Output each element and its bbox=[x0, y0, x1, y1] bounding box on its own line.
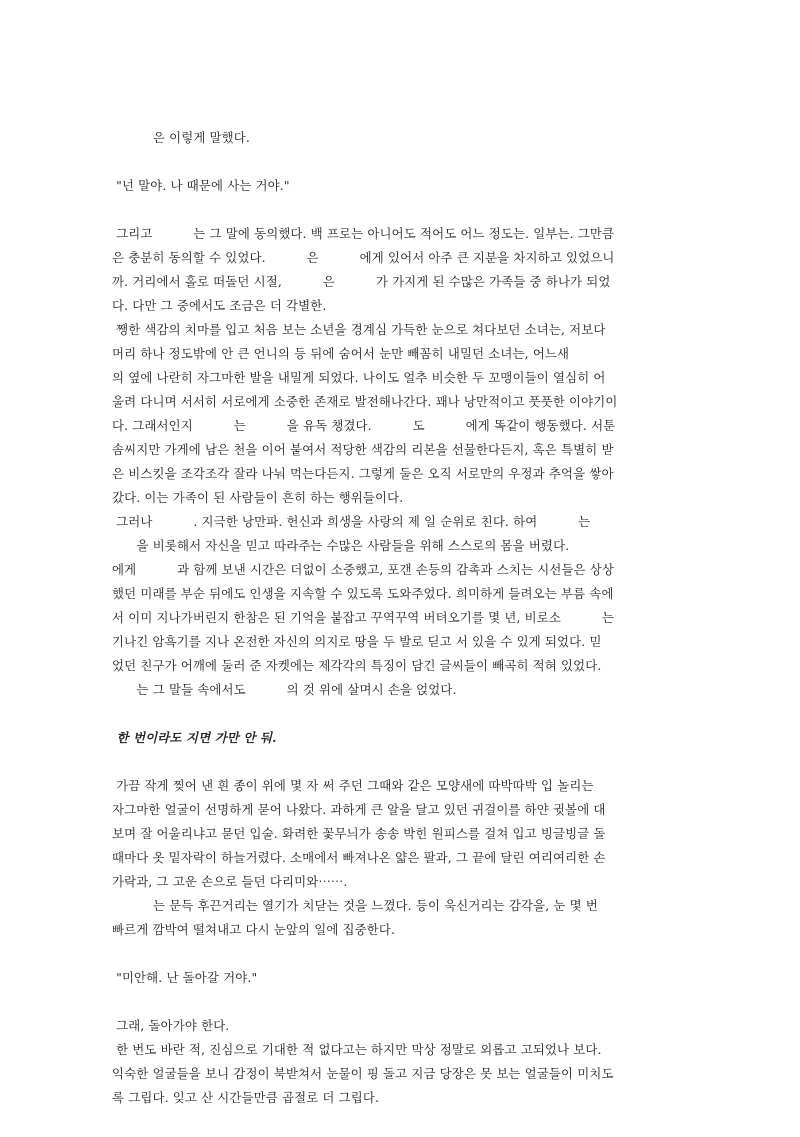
paragraph bbox=[112, 222, 690, 702]
text-line: 었던 친구가 어깨에 둘러 준 자켓에는 제각각의 특징이 담긴 글씨들이 빼곡히 적혀 있었다. bbox=[112, 658, 602, 673]
paragraph-gap bbox=[112, 150, 690, 174]
text-line: 익숙한 얼굴들을 보니 감정이 북받쳐서 눈물이 핑 돌고 지금 당장은 못 보는 얼굴들이 미치도 bbox=[112, 1066, 614, 1081]
text-line: 의 옆에 나란히 자그마한 발을 내밀게 되었다. 나이도 얼추 비슷한 두 꼬맹이들이 열심히 어 bbox=[112, 370, 606, 385]
text-line: "넌 말야. 나 때문에 사는 거야." bbox=[112, 178, 290, 193]
text-line: 솜씨지만 가게에 남은 천을 이어 붙여서 적당한 색감의 리본을 선물한다든지, 혹은 특별히 받 bbox=[112, 442, 614, 457]
text-line: 갔다. 이는 가족이 된 사람들이 흔히 하는 행위들이다. bbox=[112, 490, 404, 505]
emphasized-quote bbox=[112, 726, 690, 750]
text-line: 그래, 돌아가야 한다. bbox=[112, 1018, 230, 1033]
paragraph-gap bbox=[112, 942, 690, 966]
text-line: 빠르게 깜박여 떨쳐내고 다시 눈앞의 일에 집중한다. bbox=[112, 922, 396, 937]
text-line: 한 번이라도 지면 가만 안 둬. bbox=[112, 730, 277, 745]
paragraph-gap bbox=[112, 198, 690, 222]
text-line: 다. 그래서인지 는 을 유독 챙겼다. 도 에게 똑같이 행동했다. 서툰 bbox=[112, 418, 616, 433]
text-line: 에게 과 함께 보낸 시간은 더없이 소중했고, 포갠 손등의 감촉과 스치는 시선들은 상상 bbox=[112, 562, 615, 577]
text-line: "미안해. 난 돌아갈 거야." bbox=[112, 970, 258, 985]
paragraph bbox=[112, 1014, 690, 1110]
text-line: 한 번도 바란 적, 진심으로 기대한 적 없다고는 하지만 막상 정말로 외롭고 고되었나 보다. bbox=[112, 1042, 602, 1057]
text-line: 가락과, 그 고운 손으로 들던 다리미와⋯⋯. bbox=[112, 874, 348, 889]
paragraph-gap bbox=[112, 990, 690, 1014]
paragraph-gap bbox=[112, 702, 690, 726]
text-line: 가끔 작게 찢어 낸 흰 종이 위에 몇 자 써 주던 그때와 같은 모양새에 따박따박 입 놀리는 bbox=[112, 778, 594, 793]
text-line: 기나긴 암흑기를 지나 온전한 자신의 의지로 땅을 두 발로 딛고 서 있을 수 있게 되었다. 믿 bbox=[112, 634, 602, 649]
text-line: 다. 다만 그 중에서도 조금은 더 각별한. bbox=[112, 298, 327, 313]
text-line: 록 그립다. 잊고 산 시간들만큼 곱절로 더 그립다. bbox=[112, 1090, 380, 1105]
text-line: 는 그 말들 속에서도 의 것 위에 살며시 손을 얹었다. bbox=[112, 682, 457, 697]
text-line: 는 문득 후끈거리는 열기가 치닫는 것을 느꼈다. 등이 욱신거리는 감각을, 눈 몇 번 bbox=[112, 898, 598, 913]
text-line: 서 이미 지나가버린지 한참은 된 기억을 붙잡고 꾸역꾸역 버텨오기를 몇 년, 비로소 는 bbox=[112, 610, 615, 625]
document-body bbox=[112, 126, 690, 1110]
paragraph bbox=[112, 774, 690, 942]
text-line: 자그마한 얼굴이 선명하게 묻어 나왔다. 과하게 큰 알을 달고 있던 귀걸이를 하얀 귓볼에 대 bbox=[112, 802, 606, 817]
paragraph-gap bbox=[112, 750, 690, 774]
text-line: 은 충분히 동의할 수 있었다. 은 에게 있어서 아주 큰 지분을 차지하고 있었으니 bbox=[112, 250, 615, 265]
text-line: 을 비롯해서 자신을 믿고 따라주는 수많은 사람들을 위해 스스로의 몸을 버렸다. bbox=[112, 538, 570, 553]
paragraph bbox=[112, 126, 690, 150]
text-line: 때마다 옷 밑자락이 하늘거렸다. 소매에서 빠져나온 얇은 팔과, 그 끝에 달린 여리여리한 손 bbox=[112, 850, 606, 865]
text-line: 까. 거리에서 홀로 떠돌던 시절, 은 가 가지게 된 수많은 가족들 중 하나가 되었 bbox=[112, 274, 611, 289]
text-line: 했던 미래를 부순 뒤에도 인생을 지속할 수 있도록 도와주었다. 희미하게 들려오는 부름 속에 bbox=[112, 586, 614, 601]
text-line: 은 비스킷을 조각조각 잘라 나눠 먹는다든지. 그렇게 둘은 오직 서로만의 우정과 추억을 쌓아 bbox=[112, 466, 614, 481]
text-line: 보며 잘 어울리냐고 묻던 입술. 화려한 꽃무늬가 송송 박힌 원피스를 걸쳐 입고 빙글빙글 돌 bbox=[112, 826, 606, 841]
text-line: 그러나 . 지극한 낭만파. 헌신과 희생을 사랑의 제 일 순위로 친다. 하여 는 bbox=[112, 514, 591, 529]
text-line: 쨍한 색감의 치마를 입고 처음 보는 소년을 경계심 가득한 눈으로 쳐다보던 소녀는, 저보다 bbox=[112, 322, 606, 337]
dialogue-line bbox=[112, 966, 690, 990]
dialogue-line bbox=[112, 174, 690, 198]
text-line: 은 이렇게 말했다. bbox=[112, 130, 250, 145]
text-line: 머리 하나 정도밖에 안 큰 언니의 등 뒤에 숨어서 눈만 빼꼼히 내밀던 소녀는, 어느새 bbox=[112, 346, 570, 361]
text-line: 울려 다니며 서서히 서로에게 소중한 존재로 발전해나간다. 꽤나 낭만적이고 풋풋한 이야기이 bbox=[112, 394, 618, 409]
text-line: 그리고 는 그 말에 동의했다. 백 프로는 아니어도 적어도 어느 정도는. 일부는. 그만큼 bbox=[112, 226, 615, 241]
